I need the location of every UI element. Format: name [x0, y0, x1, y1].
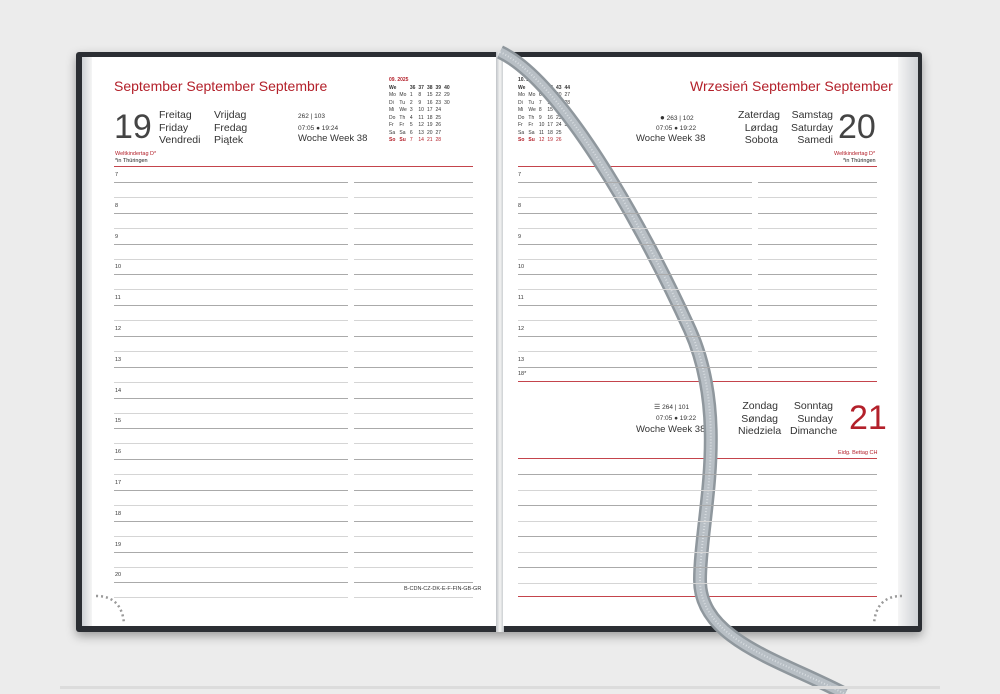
mini-calendar-cell: 23: [435, 99, 442, 106]
mini-calendar-cell: Di: [518, 99, 523, 106]
left-day-number: 19: [114, 108, 152, 146]
mini-calendar-cell: Th: [528, 114, 535, 121]
mini-calendar-cell: 22: [435, 92, 442, 99]
half-hour-rule-right: [758, 289, 877, 290]
hour-rule-left: [114, 367, 348, 368]
mini-calendar-cell: 41: [538, 84, 545, 91]
half-hour-rule-right: [354, 289, 473, 290]
mini-calendar-cell: 26: [555, 137, 562, 144]
hour-rule-right: [354, 428, 473, 429]
half-hour-rule-right: [354, 505, 473, 506]
hour-label: 8: [115, 202, 119, 209]
day-name: Freitag: [159, 109, 192, 121]
hour-rule-left: [518, 182, 752, 183]
day-name: Samstag: [791, 109, 833, 121]
sunday-rule-right: [758, 474, 877, 475]
sunday-rule-left: [518, 521, 752, 522]
mini-calendar-cell: 10: [418, 107, 424, 114]
mini-calendar-cell: 37: [418, 84, 424, 91]
sunday-rule-right: [758, 583, 877, 584]
mini-calendar-cell: 30: [444, 99, 450, 106]
sunday-rule-right: [758, 552, 877, 553]
mini-calendar-cell: 8: [538, 107, 542, 114]
left-sun-times: 07:05 ● 19:24: [298, 125, 339, 132]
mini-calendar-cell: 19: [547, 137, 553, 144]
sunday-rule-left: [518, 583, 752, 584]
mini-calendar-cell: 11: [418, 114, 424, 121]
mini-calendar-cell: 15: [547, 107, 553, 114]
half-hour-rule-right: [354, 597, 473, 598]
half-hour-rule-right: [354, 567, 473, 568]
mini-calendar-cell: We: [518, 84, 526, 91]
mini-calendar-cell: Fr: [399, 122, 405, 129]
half-hour-rule-right: [758, 351, 877, 352]
mini-calendar-cell: 36: [409, 84, 416, 91]
sunday-rule-left: [518, 567, 752, 568]
hour-label: 9: [115, 233, 119, 240]
hour-label: 9: [518, 233, 522, 240]
hour-rule-left: [114, 428, 348, 429]
mini-calendar-cell: 40: [444, 84, 450, 91]
mini-calendar-cell: 27: [435, 129, 442, 136]
mini-calendar-cell: 28: [564, 99, 571, 106]
mini-calendar-cell: 8: [418, 92, 422, 99]
mini-calendar-cell: Sa: [399, 129, 406, 136]
sunday-rule-left: [518, 474, 752, 475]
day-name: Niedziela: [738, 425, 782, 437]
mini-calendar-cell: 22: [555, 107, 562, 114]
hour-rule-left: [114, 490, 348, 491]
hour-rule-left: [518, 305, 752, 306]
half-hour-rule-left: [114, 443, 348, 444]
mini-calendar-cell: 21: [426, 137, 433, 144]
mini-calendar-cell: 19: [426, 122, 433, 129]
mini-calendar-cell: 25: [435, 114, 442, 121]
hour-rule-right: [354, 367, 473, 368]
day-name: Sobota: [744, 134, 778, 146]
half-hour-rule-left: [518, 228, 752, 229]
mini-calendar-cell: 42: [547, 84, 553, 91]
mini-calendar-cell: Tu: [399, 99, 406, 106]
left-holiday: Weltkindertag D*: [115, 151, 157, 157]
half-hour-rule-left: [518, 259, 752, 260]
mini-calendar-cell: 23: [555, 114, 562, 121]
half-hour-rule-left: [114, 320, 348, 321]
hour-rule-left: [518, 274, 752, 275]
hour-rule-right: [354, 398, 473, 399]
mini-calendar-cell: We: [528, 107, 536, 114]
mini-calendar-cell: 10: [538, 122, 545, 129]
hour-rule-right: [354, 490, 473, 491]
mini-calendar-cell: 38: [426, 84, 433, 91]
sunday-rule-right: [758, 536, 877, 537]
hour-rule-left: [518, 367, 752, 368]
half-hour-rule-left: [114, 567, 348, 568]
mini-calendar-cell: 16: [547, 114, 553, 121]
hour-rule-left: [518, 213, 752, 214]
hour-rule-left: [114, 244, 348, 245]
half-hour-rule-left: [518, 289, 752, 290]
mini-calendar-cell: 31: [564, 122, 571, 129]
half-hour-rule-right: [758, 320, 877, 321]
mini-calendar-cell: Th: [399, 114, 406, 121]
half-hour-rule-right: [354, 228, 473, 229]
mini-calendar-cell: 25: [555, 129, 562, 136]
mini-calendar-cell: 29: [444, 92, 450, 99]
mini-calendar-cell: 13: [547, 92, 553, 99]
hour-rule-left: [114, 552, 348, 553]
half-hour-rule-left: [518, 320, 752, 321]
mini-calendar-cell: 16: [426, 99, 433, 106]
mini-calendar-cell: 9: [538, 114, 542, 121]
day-name: Sunday: [797, 412, 833, 425]
mini-calendar-cell: Do: [518, 114, 525, 121]
mini-calendar-cell: 39: [435, 84, 442, 91]
right-holiday: Weltkindertag D*: [834, 151, 876, 157]
mini-calendar-cell: Mo: [399, 92, 407, 99]
day-name: Vendredi: [159, 134, 201, 146]
hour-rule-left: [518, 336, 752, 337]
mini-calendar-cell: Fr: [389, 122, 394, 129]
day-name: Samedi: [797, 134, 833, 146]
left-day-of-year: 262 | 103: [298, 113, 325, 120]
day-name: Dimanche: [790, 425, 838, 437]
mini-calendar-cell: 12: [538, 137, 545, 144]
hour-rule-right: [354, 213, 473, 214]
hour-rule-right: [354, 552, 473, 553]
day-name: Søndag: [741, 412, 778, 425]
sunday-day-number: 21: [849, 399, 887, 437]
shadow-line: [60, 686, 940, 689]
half-hour-rule-right: [354, 413, 473, 414]
mini-calendar-cell: Sa: [518, 129, 525, 136]
mini-calendar-cell: 44: [564, 84, 571, 91]
hour-rule-right: [354, 244, 473, 245]
hour-label: 13: [115, 356, 122, 363]
hour-label: 18: [115, 510, 122, 517]
hour-label: 20: [115, 572, 122, 579]
half-hour-rule-left: [114, 228, 348, 229]
right-extra-mark: 18*: [518, 371, 527, 377]
sunday-rule-right: [758, 505, 877, 506]
mini-calendar-cell: 17: [547, 122, 553, 129]
mini-calendar-cell: 9: [418, 99, 422, 106]
sunday-rule-left: [518, 505, 752, 506]
half-hour-rule-left: [518, 351, 752, 352]
mini-calendar-header: 09. 2025: [389, 77, 409, 83]
mini-calendar-cell: 1: [409, 92, 413, 99]
mini-calendar-cell: 5: [409, 122, 413, 129]
mini-calendar-cell: Mo: [518, 92, 525, 99]
half-hour-rule-right: [758, 197, 877, 198]
hour-label: 11: [115, 295, 121, 302]
sunday-rule-left: [518, 536, 752, 537]
sunday-week: Woche Week 38: [636, 424, 706, 435]
mini-calendar-cell: 11: [538, 129, 545, 136]
mini-calendar-cell: 7: [409, 137, 413, 144]
left-holiday-note: *in Thüringen: [115, 158, 148, 164]
hour-rule-right: [758, 336, 877, 337]
sunday-rule-right: [758, 567, 877, 568]
day-name: Piątek: [214, 134, 244, 146]
mini-calendar-cell: 3: [409, 107, 413, 114]
mini-calendar-cell: Tu: [528, 99, 535, 106]
mini-calendar-cell: Mi: [518, 107, 524, 114]
mini-calendar-cell: Fr: [528, 122, 534, 129]
half-hour-rule-left: [114, 289, 348, 290]
half-hour-rule-left: [114, 474, 348, 475]
sunday-rule-left: [518, 490, 752, 491]
hour-rule-left: [114, 398, 348, 399]
mini-calendar-cell: Fr: [518, 122, 523, 129]
half-hour-rule-right: [354, 259, 473, 260]
day-name: Friday: [159, 121, 189, 134]
half-hour-rule-left: [114, 413, 348, 414]
hour-rule-left: [114, 182, 348, 183]
day-name: Saturday: [790, 121, 833, 134]
mini-calendar-cell: 17: [426, 107, 433, 114]
right-month-title: Wrzesień September September: [690, 78, 893, 94]
hour-rule-right: [354, 521, 473, 522]
hour-label: 12: [115, 326, 122, 332]
half-hour-rule-right: [354, 351, 473, 352]
hour-label: 12: [518, 326, 525, 332]
hour-rule-right: [758, 274, 877, 275]
hour-rule-right: [758, 182, 877, 183]
left-week: Woche Week 38: [298, 133, 368, 144]
sunday-rule-right: [758, 521, 877, 522]
hour-rule-right: [354, 274, 473, 275]
mini-calendar-cell: 24: [555, 122, 562, 129]
hour-label: 10: [518, 264, 525, 271]
hour-label: 16: [115, 449, 122, 456]
mini-calendar-cell: 18: [426, 114, 433, 121]
mini-calendar-cell: 15: [426, 92, 433, 99]
hour-rule-right: [354, 459, 473, 460]
mini-calendar-cell: Sa: [389, 129, 396, 136]
sunday-holiday: Eidg. Bettag CH: [838, 450, 878, 456]
hour-label: 10: [115, 264, 122, 271]
sunday-sun-times: 07:05 ● 19:22: [656, 415, 697, 422]
day-name: Lørdag: [744, 121, 778, 134]
half-hour-rule-right: [354, 536, 473, 537]
hour-label: 15: [115, 418, 122, 425]
mini-calendar-cell: 20: [426, 129, 433, 136]
mini-calendar-cell: 30: [564, 114, 571, 121]
mini-calendar-cell: Su: [528, 137, 535, 144]
mini-calendar-cell: Sa: [528, 129, 535, 136]
day-name: Zaterdag: [738, 109, 781, 121]
mini-calendar-cell: We: [399, 107, 407, 114]
mini-calendar-cell: 21: [555, 99, 562, 106]
hour-rule-right: [354, 336, 473, 337]
day-name: Sonntag: [793, 400, 833, 412]
mini-calendar-cell: 29: [564, 107, 571, 114]
hour-label: 11: [518, 295, 524, 302]
mini-calendar-cell: 20: [555, 92, 562, 99]
mini-calendar-header: 10. 2025: [518, 77, 538, 83]
sunday-rule-left: [518, 552, 752, 553]
mini-calendar-cell: 13: [418, 129, 424, 136]
mini-calendar-cell: 26: [435, 122, 442, 129]
mini-calendar-cell: So: [389, 137, 396, 144]
mini-calendar-cell: 28: [435, 137, 442, 144]
mini-calendar-cell: 6: [538, 92, 542, 99]
half-hour-rule-left: [114, 351, 348, 352]
half-hour-rule-left: [114, 597, 348, 598]
mini-calendar-cell: Mi: [389, 107, 395, 114]
hour-rule-left: [114, 521, 348, 522]
day-name: Vrijdag: [214, 109, 247, 121]
mini-calendar-cell: 12: [418, 122, 424, 129]
hour-rule-right: [354, 182, 473, 183]
mini-calendar-cell: 18: [547, 129, 553, 136]
hour-label: 7: [115, 172, 119, 178]
mini-calendar-cell: 7: [538, 99, 542, 106]
mini-calendar-cell: 2: [409, 99, 413, 106]
mini-calendar-cell: 24: [435, 107, 442, 114]
mini-calendar-cell: 27: [564, 92, 571, 99]
half-hour-rule-left: [114, 536, 348, 537]
right-holiday-note: *in Thüringen: [843, 158, 876, 164]
hour-rule-left: [114, 213, 348, 214]
hour-label: 19: [115, 541, 122, 548]
hour-rule-left: [518, 244, 752, 245]
hour-label: 17: [115, 480, 122, 486]
half-hour-rule-left: [114, 382, 348, 383]
half-hour-rule-right: [758, 259, 877, 260]
right-sun-times: 07:05 ● 19:22: [656, 125, 697, 132]
right-week: Woche Week 38: [636, 133, 706, 144]
sunday-rule-right: [758, 490, 877, 491]
day-of-year: 264 | 101: [662, 404, 690, 411]
hour-rule-left: [114, 459, 348, 460]
right-day-of-year: ● 263 | 102: [660, 113, 694, 122]
day-name: Zondag: [742, 400, 778, 412]
hour-label: 13: [518, 356, 525, 363]
half-hour-rule-right: [354, 320, 473, 321]
hour-rule-right: [758, 305, 877, 306]
hour-rule-right: [758, 367, 877, 368]
sunday-day-of-year: ☰ 264 | 101: [654, 404, 690, 411]
mini-calendar-cell: 4: [409, 114, 413, 121]
mini-calendar-cell: Di: [389, 99, 394, 106]
half-hour-rule-right: [354, 474, 473, 475]
left-footer-countries: B-CDN-CZ-DK-E-F-FIN-GB-GR: [404, 586, 482, 592]
mini-calendar-cell: Do: [389, 114, 396, 121]
day-name: Fredag: [214, 121, 248, 134]
mini-calendar-cell: Mo: [528, 92, 536, 99]
left-month-title: September September Septembre: [114, 78, 328, 94]
mini-calendar-cell: 43: [555, 84, 562, 91]
right-day-number: 20: [838, 108, 876, 146]
half-hour-rule-left: [114, 197, 348, 198]
hour-label: 7: [518, 172, 522, 178]
half-hour-rule-left: [518, 197, 752, 198]
hour-rule-right: [758, 244, 877, 245]
half-hour-rule-right: [354, 197, 473, 198]
hour-rule-left: [114, 336, 348, 337]
hour-rule-left: [114, 274, 348, 275]
hour-rule-left: [114, 582, 348, 583]
hour-rule-right: [354, 305, 473, 306]
hour-rule-right: [758, 213, 877, 214]
hour-label: 8: [518, 202, 522, 209]
half-hour-rule-right: [758, 228, 877, 229]
mini-calendar-cell: So: [518, 137, 525, 144]
half-hour-rule-right: [354, 443, 473, 444]
mini-calendar-cell: 14: [418, 137, 424, 144]
hour-rule-right: [354, 582, 473, 583]
mini-calendar-cell: We: [389, 84, 397, 91]
mini-calendar-cell: 14: [547, 99, 553, 106]
half-hour-rule-right: [354, 382, 473, 383]
half-hour-rule-left: [114, 259, 348, 260]
mini-calendar-cell: 6: [409, 129, 413, 136]
day-of-year: 263 | 102: [666, 115, 694, 122]
hour-label: 14: [115, 387, 122, 394]
mini-calendar-cell: Mo: [389, 92, 396, 99]
mini-calendar-cell: Su: [399, 137, 406, 144]
half-hour-rule-left: [114, 505, 348, 506]
hour-rule-left: [114, 305, 348, 306]
